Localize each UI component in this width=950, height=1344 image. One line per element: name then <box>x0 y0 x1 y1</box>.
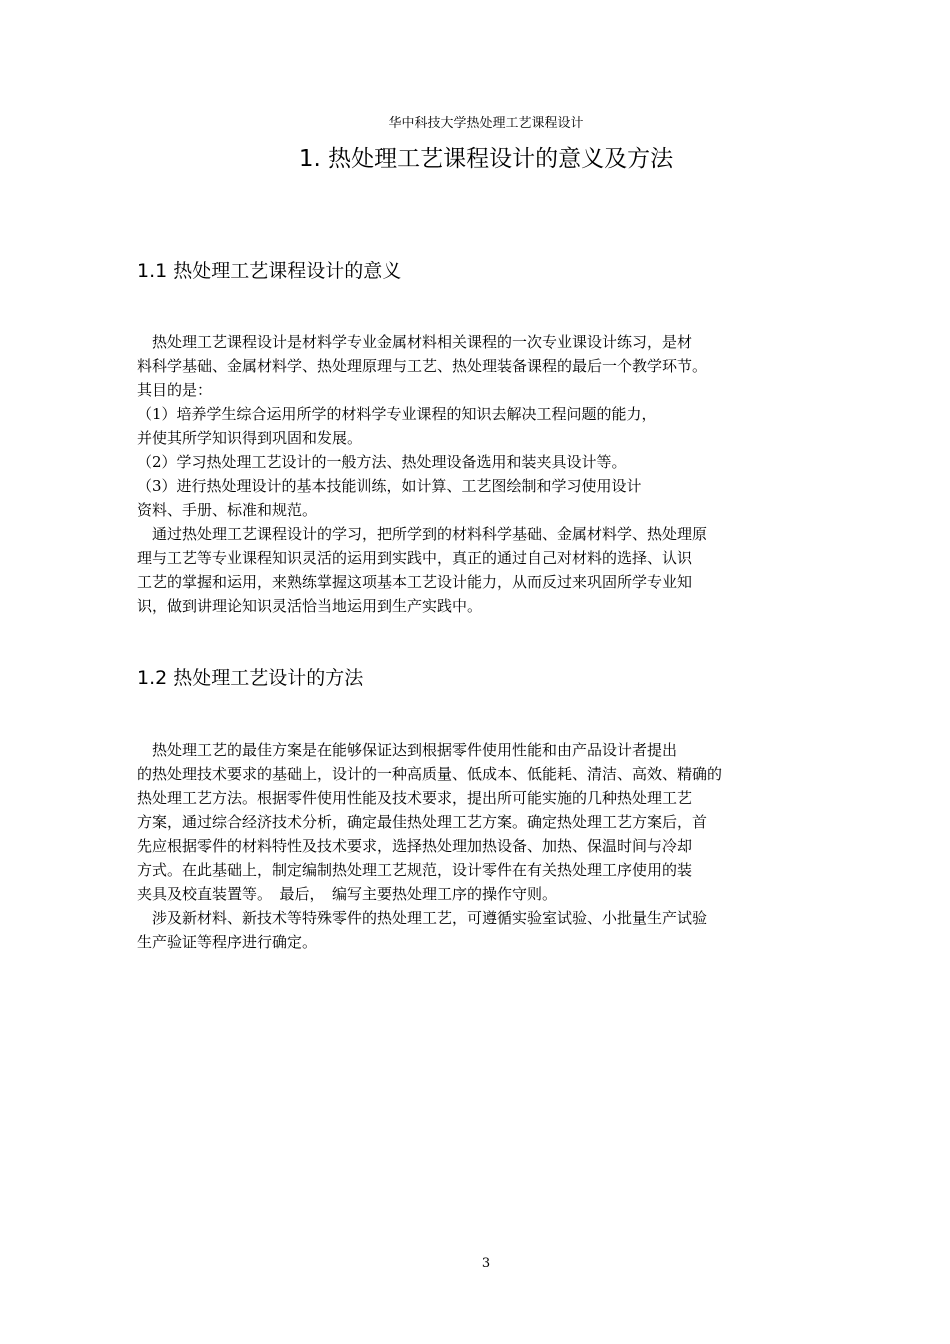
text-line: 热处理工艺方法。根据零件使用性能及技术要求，提出所可能实施的几种热处理工艺 <box>137 789 693 807</box>
running-header: 华中科技大学热处理工艺课程设计 <box>388 116 584 131</box>
text-line: 的热处理技术要求的基础上，设计的一种高质量、低成本、低能耗、清洁、高效、精确的 <box>137 765 723 783</box>
text-line: 热处理工艺课程设计是材料学专业金属材料相关课程的一次专业课设计练习，是材 <box>137 333 693 351</box>
text-line: 理与工艺等专业课程知识灵活的运用到实践中，真正的通过自己对材料的选择、认识 <box>137 549 693 567</box>
text-line: 热处理工艺的最佳方案是在能够保证达到根据零件使用性能和由产品设计者提出 <box>137 741 678 759</box>
section-2-heading: 1.2 热处理工艺设计的方法 <box>137 667 364 689</box>
text-line: （3）进行热处理设计的基本技能训练，如计算、工艺图绘制和学习使用设计 <box>137 477 642 495</box>
text-line: 并使其所学知识得到巩固和发展。 <box>137 429 363 447</box>
text-line: 工艺的掌握和运用，来熟练掌握这项基本工艺设计能力，从而反过来巩固所学专业知 <box>137 573 693 591</box>
text-line: 涉及新材料、新技术等特殊零件的热处理工艺，可遵循实验室试验、小批量生产试验 <box>137 909 708 927</box>
text-line: 识，做到讲理论知识灵活恰当地运用到生产实践中。 <box>137 597 483 615</box>
page-number: 3 <box>481 1256 491 1271</box>
text-line: 先应根据零件的材料特性及技术要求，选择热处理加热设备、加热、保温时间与冷却 <box>137 837 693 855</box>
text-line: 资料、手册、标准和规范。 <box>137 501 318 519</box>
section-1-heading: 1.1 热处理工艺课程设计的意义 <box>137 260 402 282</box>
text-line: （1）培养学生综合运用所学的材料学专业课程的知识去解决工程问题的能力， <box>137 405 657 423</box>
text-line: 方式。在此基础上，制定编制热处理工艺规范，设计零件在有关热处理工序使用的装 <box>137 861 693 879</box>
chapter-title: 1. 热处理工艺课程设计的意义及方法 <box>298 146 674 172</box>
text-line: 料科学基础、金属材料学、热处理原理与工艺、热处理装备课程的最后一个教学环节。 <box>137 357 708 375</box>
text-line: 生产验证等程序进行确定。 <box>137 933 318 951</box>
text-line: 其目的是： <box>137 381 213 399</box>
text-line: 夹具及校直装置等。 最后， 编写主要热处理工序的操作守则。 <box>137 885 558 903</box>
text-line: 方案，通过综合经济技术分析，确定最佳热处理工艺方案。确定热处理工艺方案后，首 <box>137 813 708 831</box>
text-line: 通过热处理工艺课程设计的学习，把所学到的材料科学基础、金属材料学、热处理原 <box>137 525 708 543</box>
section-1-body <box>137 330 841 618</box>
text-line: （2）学习热处理工艺设计的一般方法、热处理设备选用和装夹具设计等。 <box>137 453 627 471</box>
section-2-body <box>137 738 841 954</box>
